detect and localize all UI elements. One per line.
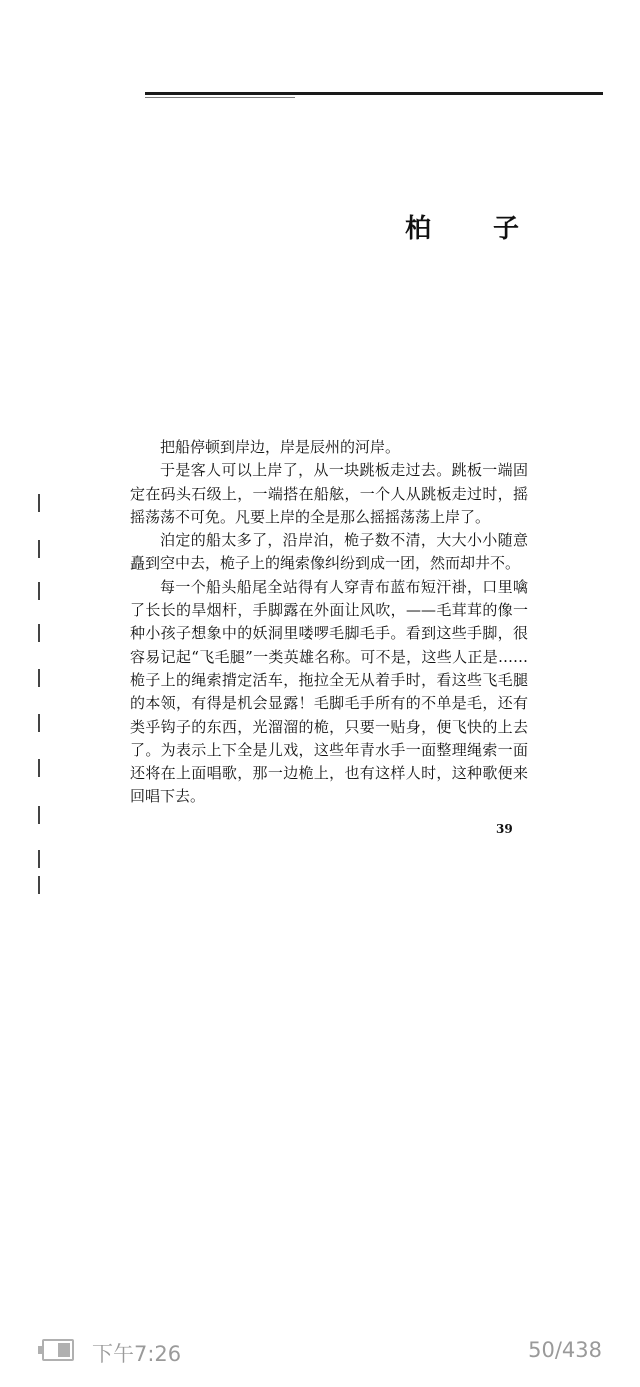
page-counter: 50/438 [528,1338,602,1362]
paragraph: 每一个船头船尾全站得有人穿青布蓝布短汗褂，口里噙了长长的旱烟杆，手脚露在外面让风吹，——毛茸茸的像一种小孩子想象中的妖洞里喽啰毛脚毛手。看到这些手脚，很容易记起“飞毛腿”一类英雄名称。可不是，这些人正是……桅子上的绳索揹定活车，拖拉全无从着手时，看这些飞毛腿的本领，有得是机会显露！毛脚毛手所有的不单是毛，还有类乎钩子的东西，光溜溜的桅，只要一贴身，便飞快的上去了。为表示上下全是儿戏，这些年青水手一面整理绳索一面还将在上面唱歌，那一边桅上，也有这样人时，这种歌便来回唱下去。 [130,577,528,806]
paragraph: 把船停顿到岸边，岸是辰州的河岸。 [160,438,401,456]
margin-mark [38,876,40,894]
margin-mark [38,850,40,868]
reader-status-bar [0,1332,640,1372]
margin-mark [38,494,40,512]
header-rule [145,92,603,95]
battery-icon [38,1339,76,1361]
paragraph: 于是客人可以上岸了，从一块跳板走过去。跳板一端固定在码头石级上，一端搭在船舷，一个人从跳板走过时，摇摇荡荡不可免。凡要上岸的全是那么摇摇荡荡上岸了。 [130,461,528,526]
page-number: 39 [496,822,513,836]
margin-mark [38,540,40,558]
margin-mark [38,806,40,824]
chapter-title: 柏子 [405,214,582,244]
margin-mark [38,669,40,687]
margin-marks [38,494,44,894]
clock: 下午7:26 [92,1342,182,1366]
margin-mark [38,759,40,777]
margin-mark [38,714,40,732]
margin-mark [38,624,40,642]
paragraph: 泊定的船太多了，沿岸泊，桅子数不清，大大小小随意矗到空中去，桅子上的绳索像纠纷到成一团，然而却井不。 [130,531,528,573]
margin-mark [38,582,40,600]
page-body [130,436,528,809]
